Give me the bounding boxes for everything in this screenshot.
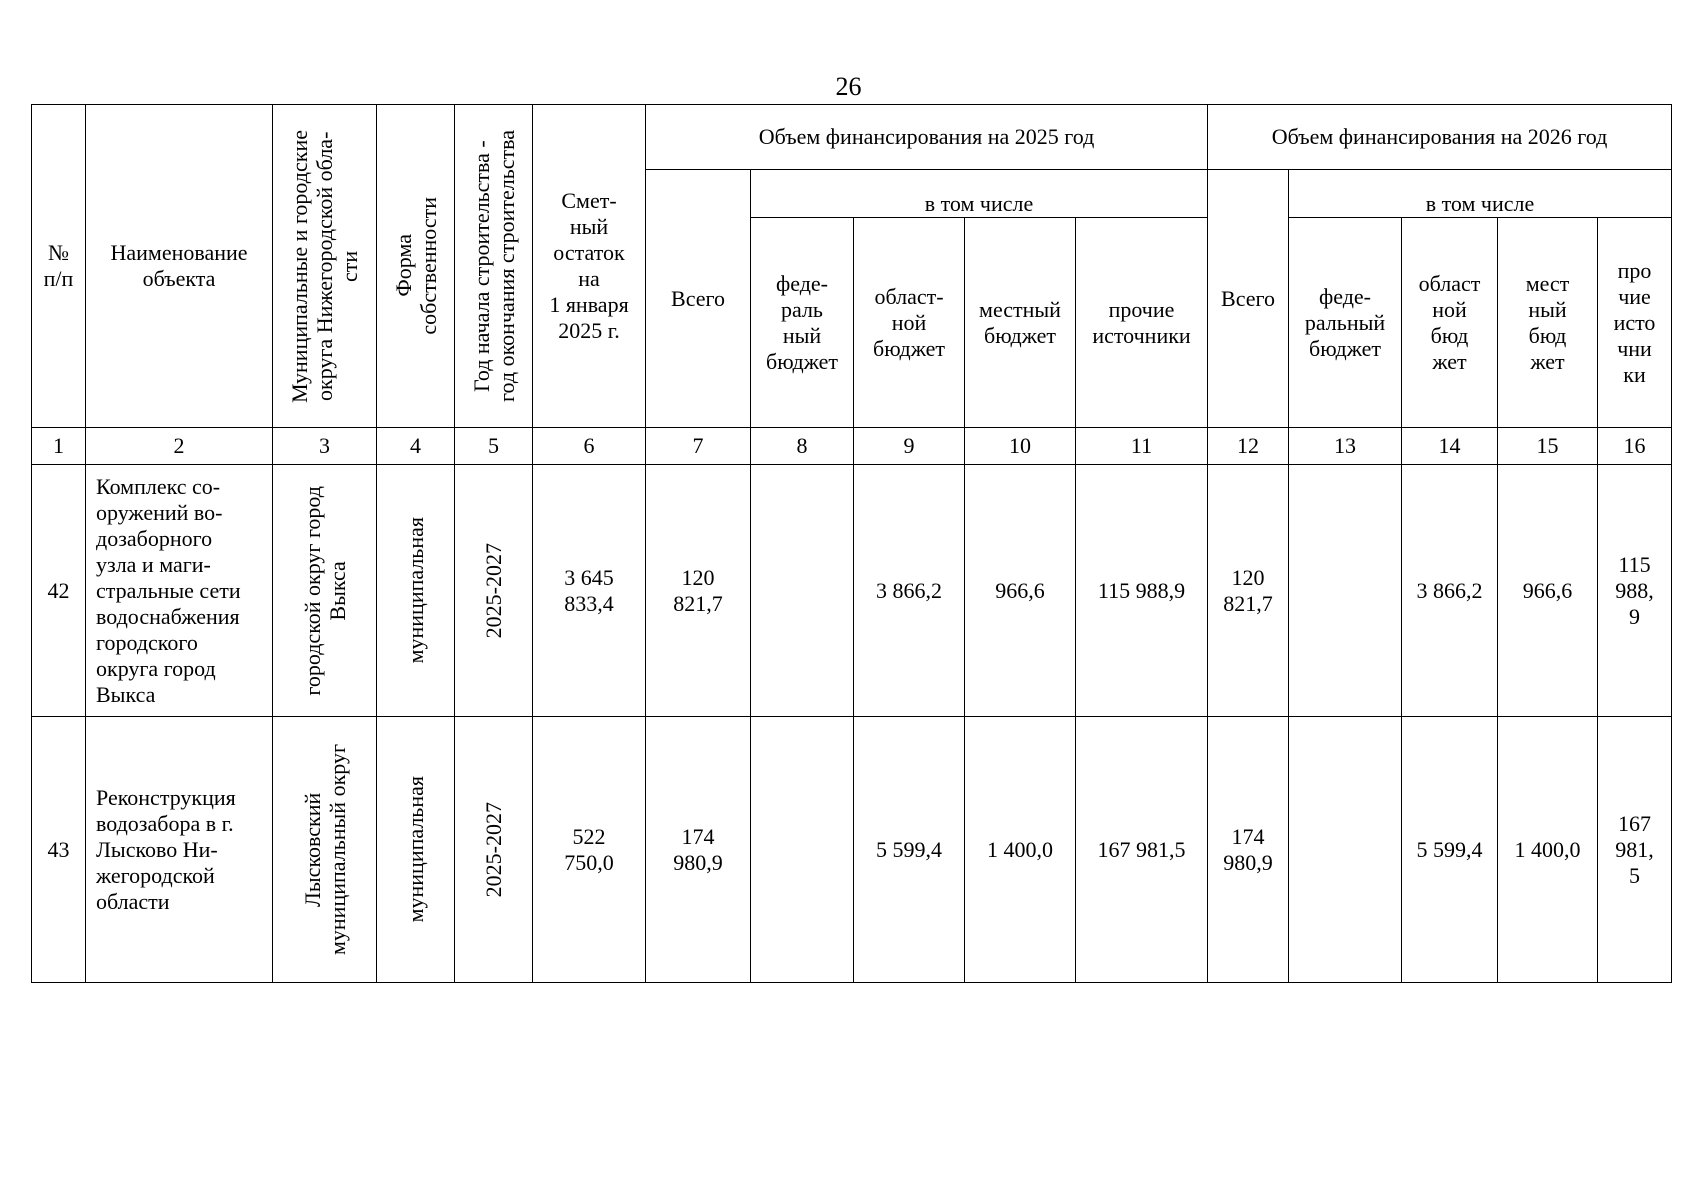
header-regional-2025: област- ной бюджет — [854, 218, 965, 428]
row-other-2026: 167 981, 5 — [1598, 717, 1672, 983]
header-years — [455, 105, 533, 428]
row-regional-2026: 5 599,4 — [1402, 717, 1498, 983]
row-regional-2025: 5 599,4 — [854, 717, 965, 983]
column-number: 3 — [273, 428, 377, 465]
header-row-1 — [32, 105, 1672, 170]
row-federal-2025 — [751, 717, 854, 983]
header-federal-2025: феде- раль ный бюджет — [751, 218, 854, 428]
row-municipality-text: Лысковский муниципальный округ — [299, 743, 350, 955]
row-local-2026: 1 400,0 — [1498, 717, 1598, 983]
header-name: Наименование объекта — [86, 105, 273, 428]
row-years-text: 2025-2027 — [481, 542, 506, 639]
row-ownership-text: муниципальная — [403, 776, 428, 923]
header-municipality-text: Муниципальные и городские округа Нижегородской обла- сти — [287, 129, 362, 403]
row-name: Реконструкция водозабора в г. Лысково Ни- жегородской области — [86, 717, 273, 983]
table-row — [32, 465, 1672, 717]
header-num: № п/п — [32, 105, 86, 428]
row-other-2025: 167 981,5 — [1076, 717, 1208, 983]
row-federal-2026 — [1289, 717, 1402, 983]
header-total-2026: Всего — [1208, 170, 1289, 428]
row-years-text: 2025-2027 — [481, 801, 506, 898]
row-num: 42 — [32, 465, 86, 717]
header-local-2025: местный бюджет — [965, 218, 1076, 428]
header-total-2025: Всего — [646, 170, 751, 428]
row-ownership — [377, 465, 455, 717]
row-total-2026: 120 821,7 — [1208, 465, 1289, 717]
row-other-2026: 115 988, 9 — [1598, 465, 1672, 717]
page-number: 26 — [835, 72, 862, 101]
header-ownership-text: Форма собственности — [390, 197, 441, 335]
header-including-2026: в том числе — [1289, 170, 1672, 218]
row-other-2025: 115 988,9 — [1076, 465, 1208, 717]
row-ownership — [377, 717, 455, 983]
row-total-2026: 174 980,9 — [1208, 717, 1289, 983]
column-number: 14 — [1402, 428, 1498, 465]
header-other-2026: про чие исто чни ки — [1598, 218, 1672, 428]
column-number: 11 — [1076, 428, 1208, 465]
row-federal-2025 — [751, 465, 854, 717]
funding-table — [31, 104, 1672, 983]
row-years — [455, 465, 533, 717]
row-municipality-text: городской округ город Выкса — [299, 485, 350, 696]
column-number: 15 — [1498, 428, 1598, 465]
row-estimate: 522 750,0 — [533, 717, 646, 983]
row-municipality — [273, 717, 377, 983]
row-local-2026: 966,6 — [1498, 465, 1598, 717]
row-name: Комплекс со- оружений во- дозаборного узла и маги- стральные сети водоснабжения городского округа город Выкса — [86, 465, 273, 717]
column-number: 13 — [1289, 428, 1402, 465]
header-estimate: Смет- ный остаток на 1 января 2025 г. — [533, 105, 646, 428]
column-number: 8 — [751, 428, 854, 465]
column-number: 16 — [1598, 428, 1672, 465]
header-ownership — [377, 105, 455, 428]
column-number: 6 — [533, 428, 646, 465]
header-years-text: Год начала строительства - год окончания строительства — [468, 130, 519, 402]
row-local-2025: 966,6 — [965, 465, 1076, 717]
column-number: 2 — [86, 428, 273, 465]
column-number: 12 — [1208, 428, 1289, 465]
row-estimate: 3 645 833,4 — [533, 465, 646, 717]
row-regional-2026: 3 866,2 — [1402, 465, 1498, 717]
row-municipality — [273, 465, 377, 717]
header-other-2025: прочие источники — [1076, 218, 1208, 428]
column-number: 4 — [377, 428, 455, 465]
column-number: 7 — [646, 428, 751, 465]
row-years — [455, 717, 533, 983]
header-funding-2025: Объем финансирования на 2025 год — [646, 105, 1208, 170]
table-row — [32, 717, 1672, 983]
column-number: 5 — [455, 428, 533, 465]
column-number: 1 — [32, 428, 86, 465]
column-numbers-row — [32, 428, 1672, 465]
row-total-2025: 174 980,9 — [646, 717, 751, 983]
header-including-2025: в том числе — [751, 170, 1208, 218]
header-municipality — [273, 105, 377, 428]
header-funding-2026: Объем финансирования на 2026 год — [1208, 105, 1672, 170]
row-num: 43 — [32, 717, 86, 983]
header-local-2026: мест ный бюд жет — [1498, 218, 1598, 428]
row-federal-2026 — [1289, 465, 1402, 717]
header-regional-2026: област ной бюд жет — [1402, 218, 1498, 428]
header-federal-2026: феде- ральный бюджет — [1289, 218, 1402, 428]
row-regional-2025: 3 866,2 — [854, 465, 965, 717]
row-ownership-text: муниципальная — [403, 517, 428, 664]
column-number: 10 — [965, 428, 1076, 465]
row-total-2025: 120 821,7 — [646, 465, 751, 717]
column-number: 9 — [854, 428, 965, 465]
row-local-2025: 1 400,0 — [965, 717, 1076, 983]
